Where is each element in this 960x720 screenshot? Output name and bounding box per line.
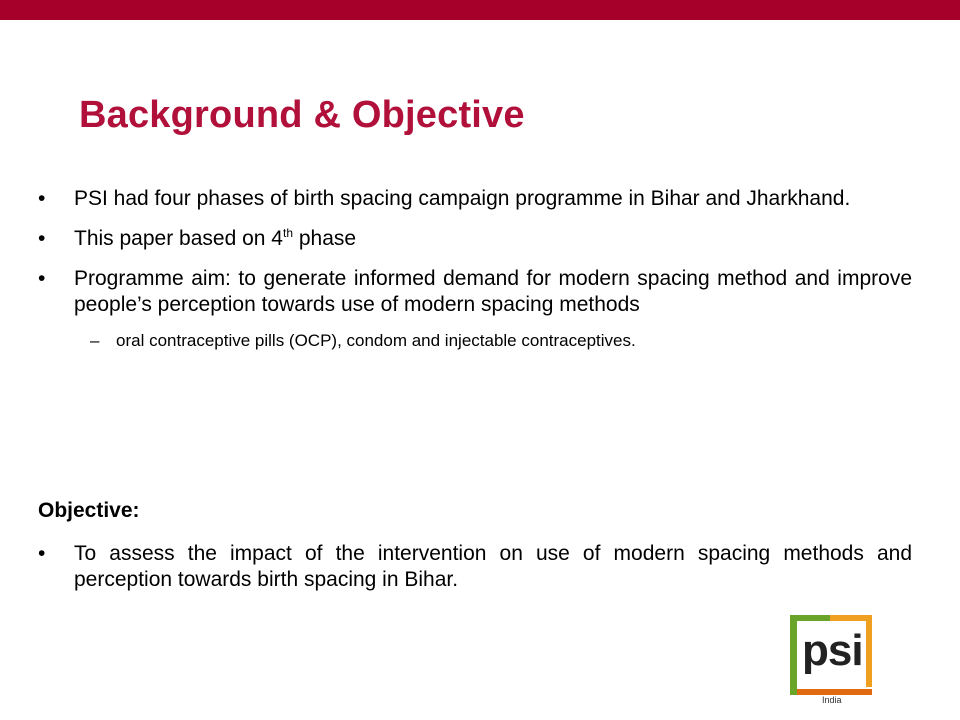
slide-title: Background & Objective [79, 94, 525, 136]
bullet-item [38, 541, 912, 593]
objective-bullet-list [38, 541, 912, 607]
bullet-text-suffix: phase [293, 227, 357, 250]
objective-heading: Objective: [38, 499, 140, 522]
bullet-text: To assess the impact of the intervention on use of modern spacing methods and perception towards birth spacing in Bihar. [74, 542, 912, 591]
logo-wordmark: psi [802, 626, 863, 675]
bullet-item [38, 266, 912, 352]
dash-icon: – [90, 331, 100, 350]
bullet-icon: • [38, 227, 46, 250]
sub-bullet-item [74, 330, 912, 352]
bullet-text: This paper based on 4 [74, 227, 283, 250]
logo-border-top-left [790, 615, 830, 621]
top-accent-bar [0, 0, 960, 20]
sub-bullet-text: oral contraceptive pills (OCP), condom and injectable contraceptives. [116, 331, 636, 350]
bullet-text: PSI had four phases of birth spacing campaign programme in Bihar and Jharkhand. [74, 187, 851, 210]
logo-border-left [790, 615, 797, 695]
psi-india-logo [790, 615, 872, 703]
bullet-text: Programme aim: to generate informed demand for modern spacing method and improve people’s perception towards use of modern spacing methods [74, 267, 912, 316]
bullet-item [38, 226, 912, 252]
bullet-icon: • [38, 187, 46, 210]
logo-border-right [866, 615, 872, 687]
background-bullet-list [38, 186, 912, 366]
superscript: th [282, 226, 293, 240]
logo-subtext: India [822, 695, 842, 705]
bullet-item [38, 186, 912, 212]
bullet-icon: • [38, 267, 46, 290]
bullet-icon: • [38, 542, 46, 565]
